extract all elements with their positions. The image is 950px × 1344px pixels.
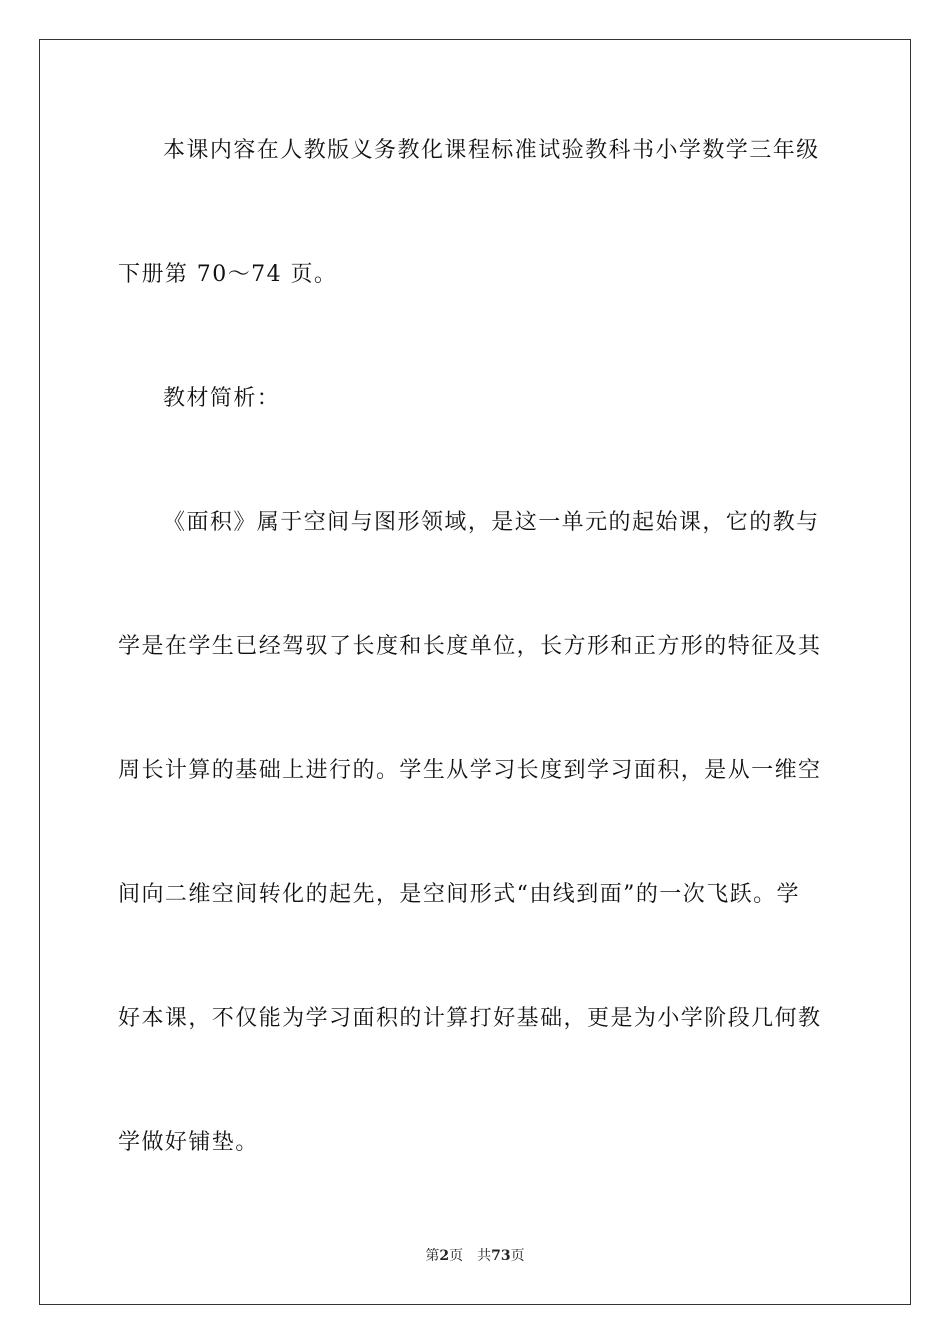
paragraph-line-9: 学做好铺垫。 xyxy=(118,1130,259,1155)
page-prefix: 第 xyxy=(425,1248,440,1264)
page-number: 2 xyxy=(439,1248,450,1264)
total-pages: 73 xyxy=(491,1248,511,1264)
paragraph-line-8: 好本课，不仅能为学习面积的计算打好基础，更是为小学阶段几何教 xyxy=(118,1006,822,1031)
paragraph-line-5: 学是在学生已经驾驭了长度和长度单位，长方形和正方形的特征及其 xyxy=(118,634,822,659)
total-prefix: 共 xyxy=(477,1248,492,1264)
total-suffix: 页 xyxy=(510,1248,525,1264)
paragraph-line-7: 间向二维空间转化的起先，是空间形式“由线到面”的一次飞跃。学 xyxy=(118,882,800,907)
paragraph-line-2: 下册第 70～74 页。 xyxy=(118,262,338,287)
paragraph-line-4: 《面积》属于空间与图形领域，是这一单元的起始课，它的教与 xyxy=(163,510,820,535)
paragraph-line-1: 本课内容在人教版义务教化课程标准试验教科书小学数学三年级 xyxy=(163,138,820,163)
paragraph-line-6: 周长计算的基础上进行的。学生从学习长度到学习面积，是从一维空 xyxy=(118,758,822,783)
page-border xyxy=(39,39,911,1305)
section-heading: 教材简析： xyxy=(163,386,281,411)
page-footer xyxy=(0,1247,950,1265)
page-suffix: 页 xyxy=(449,1248,464,1264)
